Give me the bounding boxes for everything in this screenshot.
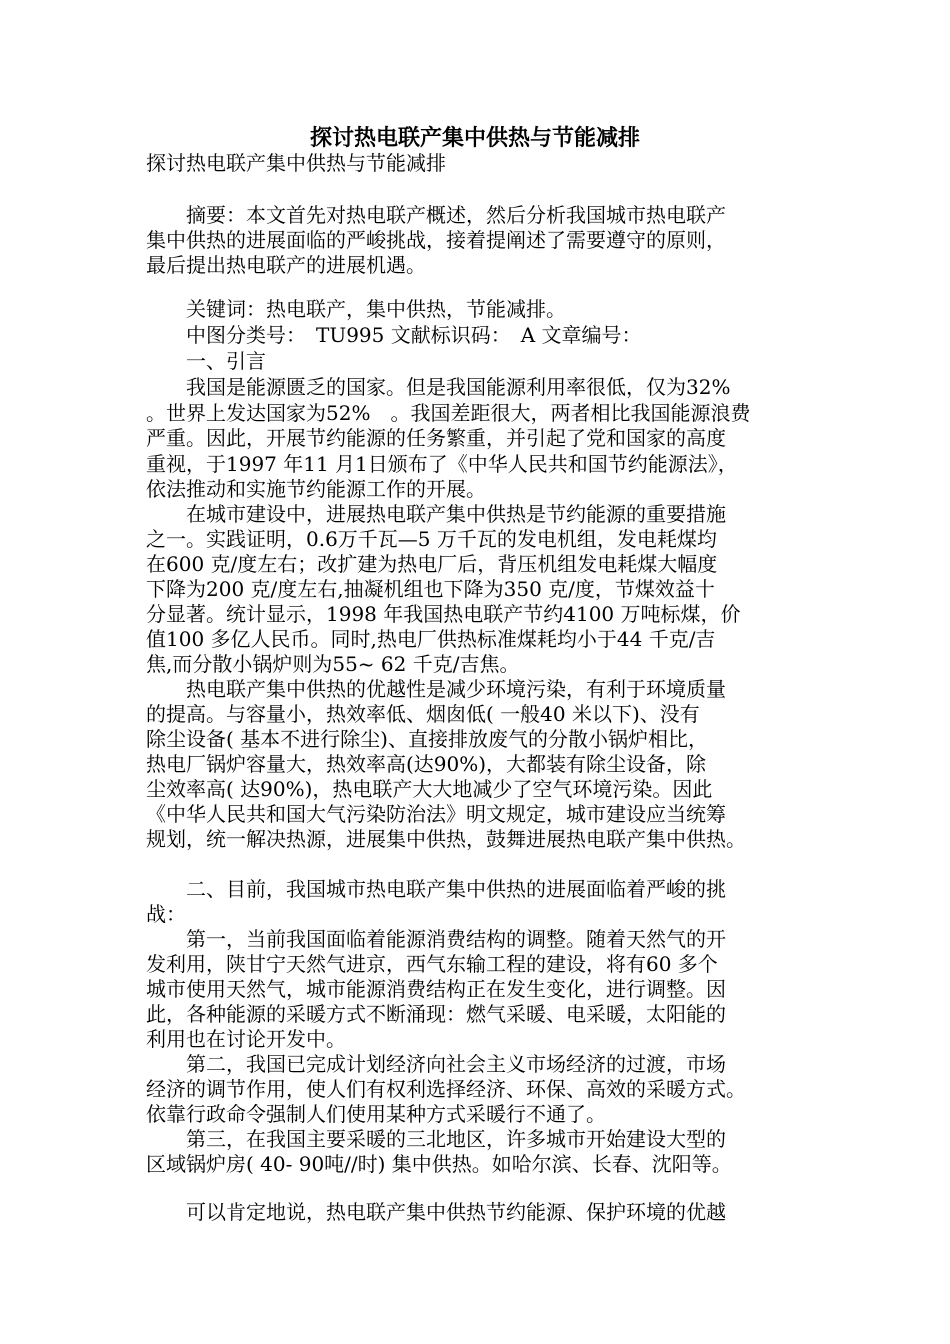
body-line: 经济的调节作用，使人们有权利选择经济、环保、高效的采暖方式。 <box>146 1077 746 1101</box>
body-line: 尘效率高( 达90%)，热电联产大大地减少了空气环境污染。因此 <box>146 777 713 801</box>
classification-line: 中图分类号： TU995 文献标识码： A 文章编号： <box>146 323 642 347</box>
body-line: 规划，统一解决热源，进展集中供热，鼓舞进展热电联产集中供热。 <box>146 827 746 851</box>
body-line: 分显著。统计显示，1998 年我国热电联产节约4100 万吨标煤，价 <box>146 602 741 626</box>
body-line: 区域锅炉房( 40- 90吨//时) 集中供热。如哈尔滨、长春、沈阳等。 <box>146 1152 732 1176</box>
body-line: 第一，当前我国面临着能源消费结构的调整。随着天然气的开 <box>146 927 726 951</box>
body-line: 。世界上发达国家为52% 。我国差距很大，两者相比我国能源浪费 <box>146 401 751 425</box>
body-line: 重视，于1997 年11 月1日颁布了《中华人民共和国节约能源法》， <box>146 452 738 476</box>
body-line: 第二，我国已完成计划经济向社会主义市场经济的过渡，市场 <box>146 1052 726 1076</box>
body-line: 热电联产集中供热的优越性是减少环境污染，有利于环境质量 <box>146 677 726 701</box>
body-line: 之一。实践证明，0.6万千瓦—5 万千瓦的发电机组，发电耗煤均 <box>146 527 717 551</box>
abstract-line: 摘要：本文首先对热电联产概述，然后分析我国城市热电联产 <box>146 203 726 227</box>
section-heading: 二、目前，我国城市热电联产集中供热的进展面临着严峻的挑 <box>146 877 726 901</box>
body-line: 此，各种能源的采暖方式不断涌现：燃气采暖、电采暖，太阳能的 <box>146 1002 726 1026</box>
document-title: 探讨热电联产集中供热与节能减排 <box>309 125 640 151</box>
abstract-line: 最后提出热电联产的进展机遇。 <box>146 253 426 277</box>
body-line: 利用也在讨论开发中。 <box>146 1027 346 1051</box>
body-line: 城市使用天然气，城市能源消费结构正在发生变化，进行调整。因 <box>146 977 726 1001</box>
body-line: 热电厂锅炉容量大，热效率高(达90%)，大都装有除尘设备，除 <box>146 752 707 776</box>
keywords-line: 关键词：热电联产，集中供热，节能减排。 <box>146 297 566 321</box>
body-line: 第三，在我国主要采暖的三北地区，许多城市开始建设大型的 <box>146 1127 726 1151</box>
body-line: 可以肯定地说，热电联产集中供热节约能源、保护环境的优越 <box>146 1200 726 1224</box>
body-line: 的提高。与容量小，热效率低、烟囱低( 一般40 米以下)、没有 <box>146 702 700 726</box>
body-line: 除尘设备( 基本不进行除尘)、直接排放废气的分散小锅炉相比， <box>146 727 708 751</box>
section-heading: 一、引言 <box>146 349 266 373</box>
body-line: 《中华人民共和国大气污染防治法》明文规定，城市建设应当统筹 <box>146 802 726 826</box>
subtitle-line: 探讨热电联产集中供热与节能减排 <box>146 151 446 175</box>
body-line: 下降为200 克/度左右,抽凝机组也下降为350 克/度，节煤效益十 <box>146 577 715 601</box>
body-line: 严重。因此，开展节约能源的任务繁重，并引起了党和国家的高度 <box>146 426 726 450</box>
body-line: 战： <box>146 902 186 926</box>
body-line: 在600 克/度左右；改扩建为热电厂后，背压机组发电耗煤大幅度 <box>146 552 718 576</box>
body-line: 依法推动和实施节约能源工作的开展。 <box>146 477 486 501</box>
body-line: 在城市建设中，进展热电联产集中供热是节约能源的重要措施 <box>146 502 726 526</box>
body-line: 我国是能源匮乏的国家。但是我国能源利用率很低，仅为32% <box>146 375 731 399</box>
body-line: 发利用，陕甘宁天然气进京，西气东输工程的建设，将有60 多个 <box>146 952 718 976</box>
abstract-line: 集中供热的进展面临的严峻挑战，接着提阐述了需要遵守的原则， <box>146 228 726 252</box>
body-line: 依靠行政命令强制人们使用某种方式采暖行不通了。 <box>146 1102 606 1126</box>
body-line: 值100 多亿人民币。同时,热电厂供热标准煤耗均小于44 千克/吉 <box>146 627 716 651</box>
body-line: 焦,而分散小锅炉则为55~ 62 千克/吉焦。 <box>146 652 520 676</box>
